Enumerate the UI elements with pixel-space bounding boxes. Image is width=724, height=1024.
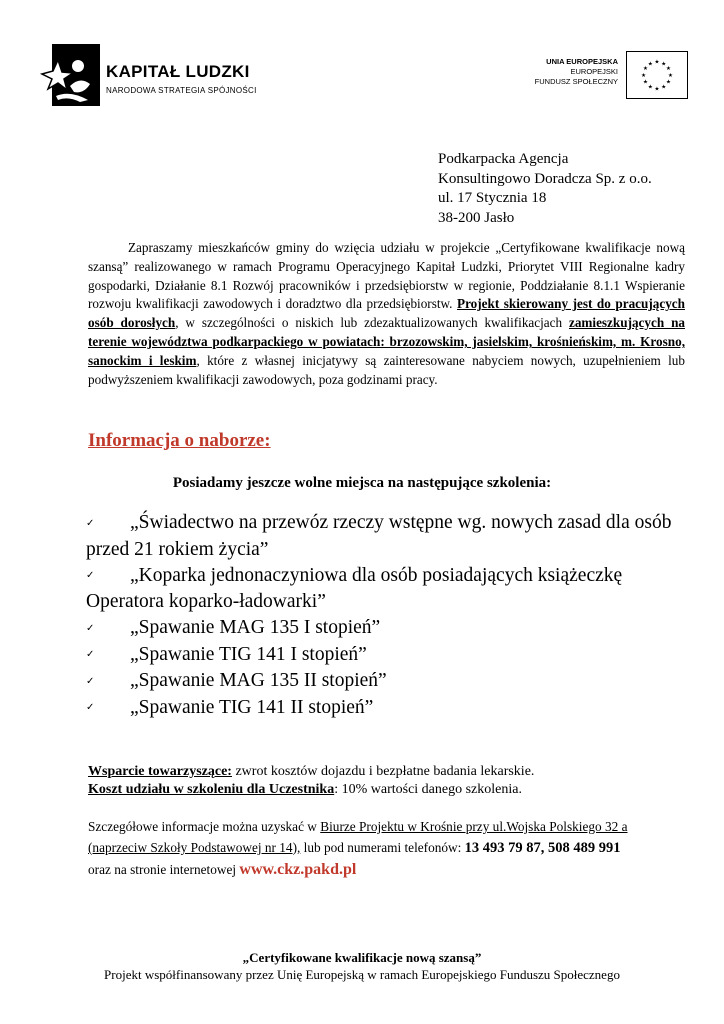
support-label: Wsparcie towarzyszące: bbox=[88, 764, 232, 779]
phone-separator: , bbox=[540, 840, 549, 856]
kapital-ludzki-emblem-icon bbox=[40, 44, 100, 106]
svg-text:★: ★ bbox=[654, 86, 660, 93]
phone-number: 13 493 79 87 bbox=[464, 840, 541, 856]
website-link[interactable]: www.ckz.pakd.pl bbox=[239, 861, 357, 878]
check-icon: ✓ bbox=[86, 702, 95, 714]
eu-line-1: UNIA EUROPEJSKA bbox=[546, 57, 618, 66]
available-places-subheading: Posiadamy jeszcze wolne miejsca na następujące szkolenia: bbox=[172, 475, 552, 491]
address-line: Konsultingowo Doradcza Sp. z o.o. bbox=[438, 170, 652, 187]
course-item bbox=[86, 695, 686, 722]
svg-text:★: ★ bbox=[642, 79, 649, 86]
check-icon: ✓ bbox=[86, 570, 95, 582]
check-icon: ✓ bbox=[86, 649, 95, 661]
svg-text:★: ★ bbox=[661, 84, 667, 91]
svg-text:★: ★ bbox=[665, 66, 672, 73]
course-item bbox=[86, 668, 686, 695]
support-text: zwrot kosztów dojazdu i bezpłatne badania lekarskie. bbox=[231, 764, 535, 779]
footer-cofinancing: Projekt współfinansowany przez Unię Europejską w ramach Europejskiego Funduszu Społecznego bbox=[104, 967, 620, 982]
cost-text: : 10% wartości danego szkolenia. bbox=[334, 782, 522, 797]
details-text: oraz na stronie internetowej bbox=[88, 862, 240, 877]
intro-paragraph bbox=[88, 239, 685, 389]
office-address: Biurze Projektu w Krośnie przy ul.Wojska Polskiego 32 a (naprzeciw Szkoły Podstawowej nr 14), bbox=[88, 819, 628, 855]
footer-project-name: „Certyfikowane kwalifikacje nową szansą” bbox=[242, 950, 482, 965]
course-title: „Spawanie TIG 141 I stopień” bbox=[130, 643, 367, 665]
target-area-text: zamieszkujących na terenie województwa podkarpackiego w powiatach: brzozowskim, jasielskim, krośnieńskim, m. Krosno, sanockim i leskim bbox=[88, 315, 685, 368]
kapital-ludzki-subtitle: NARODOWA STRATEGIA SPÓJNOŚCI bbox=[106, 86, 257, 95]
intro-text: Zapraszamy mieszkańców gminy do wzięcia udziału w projekcie „Certyfikowane kwalifikacje nową szansą” realizowanego w ramach Programu Operacyjnego Kapitał Ludzki, Priorytet VIII Regionalne kadry gospodarki, Działanie 8.1 Rozwój pracowników i przedsiębiorstw w regionie, Poddziałanie 8.1.1 Wspieranie rozwoju kwalifikacji zawodowych i doradztwo dla przedsiębiorstw. bbox=[88, 240, 685, 312]
svg-text:★: ★ bbox=[661, 61, 667, 68]
course-item bbox=[86, 510, 686, 563]
course-title: „Świadectwo na przewóz rzeczy wstępne wg. nowych zasad dla osób przed 21 rokiem życia” bbox=[86, 512, 672, 560]
course-item bbox=[86, 642, 686, 669]
course-item bbox=[86, 563, 686, 616]
eu-flag-icon bbox=[626, 51, 688, 99]
phone-number: 508 489 991 bbox=[548, 840, 621, 856]
course-item bbox=[86, 615, 686, 642]
address-line: Podkarpacka Agencja bbox=[438, 151, 569, 167]
kapital-ludzki-logo bbox=[40, 44, 280, 110]
eu-logo-text bbox=[535, 57, 618, 87]
check-icon: ✓ bbox=[86, 517, 95, 529]
svg-text:★: ★ bbox=[654, 59, 660, 66]
eu-logo bbox=[520, 51, 688, 101]
course-title: „Spawanie MAG 135 II stopień” bbox=[130, 670, 387, 692]
check-icon: ✓ bbox=[86, 675, 95, 687]
course-title: „Koparka jednonaczyniowa dla osób posiadających książeczkę Operatora koparko-ładowarki” bbox=[86, 564, 623, 613]
intro-text: , w szczególności o niskich lub zdezaktualizowanych kwalifikacjach bbox=[175, 315, 569, 331]
eu-line-2: EUROPEJSKI bbox=[570, 67, 618, 76]
course-list bbox=[86, 510, 686, 721]
svg-text:★: ★ bbox=[667, 72, 673, 79]
contact-details bbox=[88, 816, 688, 880]
recipient-address bbox=[438, 150, 652, 228]
course-title: „Spawanie TIG 141 II stopień” bbox=[130, 696, 374, 718]
svg-text:★: ★ bbox=[641, 72, 647, 79]
page-footer bbox=[0, 949, 724, 983]
course-title: „Spawanie MAG 135 I stopień” bbox=[130, 617, 381, 639]
cost-label: Koszt udziału w szkoleniu dla Uczestnika bbox=[88, 782, 335, 797]
address-line: ul. 17 Stycznia 18 bbox=[438, 190, 547, 206]
support-info bbox=[88, 763, 534, 799]
support-line bbox=[88, 763, 534, 781]
details-text: lub pod numerami telefonów: bbox=[300, 840, 465, 855]
eu-line-3: FUNDUSZ SPOŁECZNY bbox=[534, 77, 618, 86]
details-text: Szczegółowe informacje można uzyskać w bbox=[88, 819, 321, 834]
target-group-text: Projekt skierowany jest do pracujących osób dorosłych bbox=[88, 296, 685, 331]
svg-text:★: ★ bbox=[665, 79, 672, 86]
svg-text:★: ★ bbox=[647, 61, 653, 68]
address-line: 38-200 Jasło bbox=[438, 209, 515, 226]
check-icon: ✓ bbox=[86, 622, 95, 634]
kapital-ludzki-title: KAPITAŁ LUDZKI bbox=[106, 62, 250, 81]
svg-text:★: ★ bbox=[647, 84, 653, 91]
cost-line bbox=[88, 781, 534, 799]
svg-text:★: ★ bbox=[642, 66, 649, 73]
intro-text: , które z własnej inicjatywy są zainteresowane nabyciem nowych, uzupełnieniem lub podwyższeniem kwalifikacji zawodowych, poza godzinami pracy. bbox=[88, 352, 685, 387]
recruitment-heading: Informacja o naborze: bbox=[88, 430, 271, 451]
